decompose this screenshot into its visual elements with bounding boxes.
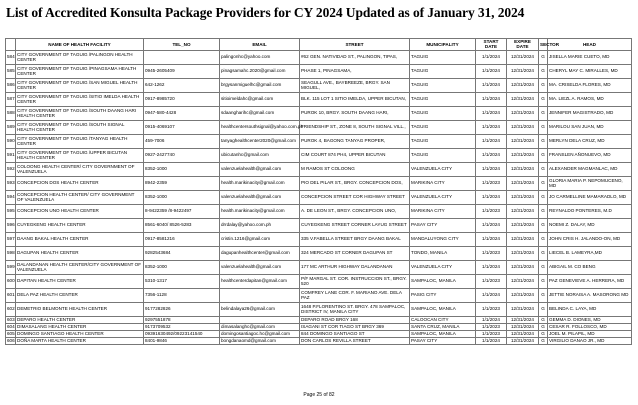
cell-tel-no: 09391630492/09223141540 [144,330,220,337]
cell-expire-date: 12/31/2024 [507,162,539,176]
cell-expire-date: 12/31/2024 [507,260,539,274]
cell-facility-name: CITY GOVERNMENT OF TAGUIG /TANYAG HEALTH CENTER [16,134,144,148]
cell-sector: G [539,337,548,344]
cell-email: drrdalay@yahoo.com.ph [220,218,300,232]
cell-facility-name: DAANG BAKAL HEALTH CENTER [16,232,144,246]
cell-expire-date: 12/31/2024 [507,288,539,302]
cell-facility-name: DEMETRIO BELMONTE HEALTH CENTER [16,302,144,316]
cell-head: JISELLA MARIE CUETO, MD [548,50,632,64]
cell-street: 1648 P.FLORENTINO ST. BRGY. 478 SAMPALOC, DISTRICT IV, MANILA CITY [300,302,410,316]
cell-municipality: VALENZUELA CITY [410,190,476,204]
cell-municipality: TAGUIG [410,92,476,106]
cell-email: palingonhc@yahoo.com [220,50,300,64]
header-start-date: START DATE [476,39,507,51]
cell-expire-date: 12/31/2024 [507,148,539,162]
cell-row-number: 588 [6,106,16,120]
cell-expire-date: 12/31/2024 [507,218,539,232]
cell-expire-date: 12/31/2024 [507,176,539,190]
cell-facility-name: CITY GOVERNMENT OF TAGUIG /UPPER BICUTAN HEALTH CENTER [16,148,144,162]
cell-email [220,288,300,302]
cell-email: dimasalanghc@gmail.com [220,323,300,330]
cell-street: COMFREY LANE COR. F. MARIANO AVE. DELA PAZ [300,288,410,302]
cell-tel-no: 642-1262 [144,78,220,92]
cell-head: MARILOU SAN JUAN, MD [548,120,632,134]
cell-sector: G [539,162,548,176]
cell-facility-name: CITY GOVERNMENT OF TAGUIG /PALINGON HEALTH CENTER [16,50,144,64]
cell-start-date: 1/1/2023 [476,204,507,218]
cell-sector: G [539,288,548,302]
cell-sector: G [539,246,548,260]
cell-email: cristin.1216@gmail.com [220,232,300,246]
cell-street: CIM COURT 874 PH4, UPPER BICUTAN [300,148,410,162]
cell-start-date: 1/1/2023 [476,323,507,330]
cell-start-date: 1/1/2024 [476,218,507,232]
cell-tel-no: 9282543684 [144,246,220,260]
table-row [6,106,632,120]
cell-email: ubicutanhc@gmail.com [220,148,300,162]
cell-municipality: PASAY CITY [410,218,476,232]
cell-street: CUYEGKENG STREET CORNER LAYUG STREET [300,218,410,232]
page-footer: Page 25 of 82 [303,392,335,398]
cell-expire-date: 12/31/2024 [507,106,539,120]
table-row [6,92,632,106]
cell-expire-date: 12/31/2024 [507,78,539,92]
cell-head: JENNIFER MAGISTRADO, MD [548,106,632,120]
cell-row-number: 596 [6,218,16,232]
cell-facility-name: DALANDANAN HEALTH CENTER/CITY GOVERNMENT OF VALENZUELA [16,260,144,274]
cell-head: CHERYL MAY C. MIRALLES, MD [548,64,632,78]
cell-expire-date: 12/31/2024 [507,232,539,246]
cell-email: sdaangharihc@gmail.com [220,106,300,120]
cell-sector: G [539,204,548,218]
cell-row-number: 585 [6,64,16,78]
cell-email: tanyaghealthcenter2020@gmail.com [220,134,300,148]
cell-email: valenzuelahealth@gmail.com [220,260,300,274]
cell-head: ALEXANDER MAGMANLAC, MD [548,162,632,176]
cell-head: PAZ GENEVIEVE A. HERRERA, MD [548,274,632,288]
cell-row-number: 601 [6,288,16,302]
cell-email: health.marikinacity@gmail.com [220,176,300,190]
cell-municipality: SAMPALOC, MANILA [410,330,476,337]
table-row [6,148,632,162]
cell-municipality: TAGUIG [410,106,476,120]
table-row [6,330,632,337]
cell-tel-no: 0947-580-4428 [144,106,220,120]
cell-facility-name: CITY GOVERNMENT OF TAGUIG /SOUTH DAANG HARI HEALTH CENTER [16,106,144,120]
cell-tel-no: 9173709532 [144,323,220,330]
cell-email: belindalaya26@gmail.com [220,302,300,316]
header-name: NAME OF HEALTH FACILITY [16,39,144,51]
cell-expire-date: 12/31/2024 [507,92,539,106]
cell-sector: G [539,218,548,232]
cell-row-number: 592 [6,162,16,176]
cell-facility-name: DAPITAN HEALTH CENTER [16,274,144,288]
cell-tel-no: 0927-2427740 [144,148,220,162]
cell-street: 324 MERCADO ST CORNER DAGUPAN ST [300,246,410,260]
table-row [6,64,632,78]
cell-facility-name: DEPARO HEALTH CENTER [16,316,144,323]
cell-sector: G [539,64,548,78]
cell-row-number: 586 [6,78,16,92]
cell-facility-name: DOÑA MARTA HEALTH CENTER [16,337,144,344]
cell-tel-no: 8942-2359 [144,176,220,190]
cell-street: DEPARO ROAD BRGY 168 [300,316,410,323]
cell-expire-date: 12/31/2024 [507,246,539,260]
cell-tel-no: 5310-1317 [144,274,220,288]
cell-sector: G [539,120,548,134]
cell-tel-no: 8561-6040/ 8526-5283 [144,218,220,232]
cell-head: JO CARMELLINE MAMARADLO, MD [548,190,632,204]
cell-sector: G [539,232,548,246]
cell-email: domingosantiagoc.hc@gmail.com [220,330,300,337]
table-row [6,78,632,92]
cell-row-number: 584 [6,50,16,64]
cell-head: VIRGILIO DANAO JR., MD [548,337,632,344]
cell-row-number: 602 [6,302,16,316]
cell-start-date: 1/1/2024 [476,190,507,204]
cell-tel-no: 0945-2605409 [144,64,220,78]
table-row [6,204,632,218]
table-row [6,337,632,344]
cell-municipality: CALOOCAN CITY [410,316,476,323]
cell-street: ISAGANI ST COR TIAGO ST BRGY 369 [300,323,410,330]
cell-street: BLK. 115 LOT 1 SITIO IMELDA, UPPER BICUTAN, [300,92,410,106]
table-row [6,218,632,232]
table-row [6,274,632,288]
cell-street: 177 MC ARTHUR HIGHWAY DALANDANAN [300,260,410,274]
cell-municipality: SAMPALOC, MANILA [410,274,476,288]
cell-facility-name: DAGUPAN HEALTH CENTER [16,246,144,260]
table-row [6,302,632,316]
cell-municipality: SANTA CRUZ, MANILA [410,323,476,330]
cell-sector: G [539,148,548,162]
header-email: EMAIL [220,39,300,51]
table-header-row [6,39,632,51]
header-expire-date: EXPIRE DATE [507,39,539,51]
table-row [6,316,632,323]
cell-row-number: 587 [6,92,16,106]
cell-email: dagupanhealthcenter@gmail.com [220,246,300,260]
table-row [6,246,632,260]
cell-street: P/F MARGAL ST. COR. INSTRUCCION ST., BRGY. 520 [300,274,410,288]
cell-street: A. DE LEON ST., BRGY. CONCEPCION UNO, [300,204,410,218]
cell-street: PUROK 10, BRGY. SOUTH DAANG HARI, [300,106,410,120]
cell-expire-date: 12/31/2024 [507,190,539,204]
cell-row-number: 599 [6,260,16,274]
cell-expire-date: 12/31/2024 [507,302,539,316]
cell-expire-date: 12/31/2024 [507,316,539,323]
cell-email: healthcentersouthsignal@yahoo.com.ph [220,120,300,134]
cell-head: CESAR R. FOLLOSCO, MD [548,323,632,330]
cell-expire-date: 12/31/2024 [507,337,539,344]
cell-start-date: 1/1/2024 [476,120,507,134]
cell-head: JOEL M. PILAPIL, MD [548,330,632,337]
cell-head: MERLYN DELA CRUZ, MD [548,134,632,148]
cell-row-number: 591 [6,148,16,162]
cell-head: MA. LIEZL A. RAMOS, MD [548,92,632,106]
cell-email: bongdanaomd@gmail.com [220,337,300,344]
cell-start-date: 1/1/2024 [476,148,507,162]
cell-sector: G [539,78,548,92]
cell-row-number: 590 [6,134,16,148]
cell-head: JOHN CRIS H. JALANDO-ON, MD [548,232,632,246]
cell-start-date: 1/1/2024 [476,232,507,246]
table-row [6,288,632,302]
header-street: STREET [300,39,410,51]
cell-municipality: TAGUIG [410,148,476,162]
cell-start-date: 1/1/2023 [476,176,507,190]
cell-street: PIO DEL PILAR ST., BRGY. CONCEPCION DOS, [300,176,410,190]
cell-row-number: 598 [6,246,16,260]
cell-row-number: 593 [6,176,16,190]
cell-row-number: 594 [6,190,16,204]
cell-street: #62 GEN. NATIVIDAD ST., PALINGON, TIPAS, [300,50,410,64]
cell-row-number: 600 [6,274,16,288]
cell-row-number: 605 [7,330,15,336]
cell-street: PHASE 1, PINAGSAMA, [300,64,410,78]
cell-facility-name: DELA PAZ HEALTH CENTER [16,288,144,302]
cell-tel-no: 8352-1000 [144,260,220,274]
cell-sector: G [539,323,548,330]
header-tel: TEL_NO [144,39,220,51]
table-row [6,323,632,330]
table-row [6,260,632,274]
cell-facility-name: DIMASALANG HEALTH CENTER [16,323,144,330]
cell-street: 335 V.FABELLA STREET BRGY DAANG BAKAL [300,232,410,246]
cell-municipality: MARIKINA CITY [410,176,476,190]
cell-expire-date: 12/31/2024 [507,274,539,288]
cell-street: SEAGULL AVE., BAYBREEZE, BRGY. SAN MIGUEL, [300,78,410,92]
cell-municipality: TAGUIG [410,134,476,148]
cell-tel-no: 0917-8985720 [144,92,220,106]
cell-email [220,316,300,323]
cell-municipality: MANDALUYONG CITY [410,232,476,246]
cell-email: pinagsamahc.2020@gmail.com [220,64,300,78]
cell-facility-name: COLOONG HEALTH CENTER/ CITY GOVERNMENT OF VALENZUELA [16,162,144,176]
cell-expire-date: 12/31/2024 [507,134,539,148]
cell-sector: G [539,274,548,288]
cell-row-number: 589 [6,120,16,134]
table-row [6,162,632,176]
cell-street: FRIENDSHIP ST., ZONE 8, SOUTH SIGNAL VILL., [300,120,410,134]
cell-facility-name: CONCEPCION DOS HEALTH CENTER [16,176,144,190]
cell-start-date: 1/1/2024 [476,260,507,274]
table-row [6,190,632,204]
cell-head: FRANSLEN AÑONUEVO, MD [548,148,632,162]
cell-start-date: 1/1/2023 [476,302,507,316]
cell-tel-no: 7356-1128 [144,288,220,302]
cell-start-date: 1/1/2024 [476,64,507,78]
cell-head: GEMMA D. DIONES, MD [548,316,632,323]
providers-table [5,38,632,345]
cell-sector: G [539,92,548,106]
cell-facility-name: CITY GOVERNMENT OF TAGUIG /SOUTH SIGNAL HEALTH CENTER [16,120,144,134]
header-number [6,39,16,51]
cell-tel-no: 8-9422359 /8-9422497 [144,204,220,218]
cell-start-date: 1/1/2024 [476,134,507,148]
cell-email: health.marikinacity@gmail.com [220,204,300,218]
cell-tel-no: 8352-1000 [144,162,220,176]
cell-tel-no: 0917-8581216 [144,232,220,246]
cell-sector: G [539,330,548,337]
cell-municipality: TONDO, MANILA [410,246,476,260]
cell-sector: G [539,190,548,204]
cell-head: BELINDA C. LAYA, MD [548,302,632,316]
cell-head: JETTIE NORAISA A. MASORONG MD [548,288,632,302]
cell-start-date: 1/1/2024 [476,288,507,302]
cell-expire-date: 12/31/2024 [507,64,539,78]
cell-street: M RAMOS ST COLOONG [300,162,410,176]
cell-sector: G [539,50,548,64]
cell-municipality: SAMPALOC, MANILA [410,302,476,316]
cell-head: NOEMI Z. DALAY, MD [548,218,632,232]
header-sector: SECTOR [539,39,548,51]
cell-start-date: 1/1/2024 [476,106,507,120]
cell-municipality: MARIKINA CITY [410,204,476,218]
cell-expire-date: 12/31/2024 [507,330,539,337]
cell-row-number: 597 [6,232,16,246]
cell-row-number: 603 [7,316,15,322]
cell-sector: G [539,106,548,120]
cell-expire-date: 12/31/2024 [507,120,539,134]
table-row [6,134,632,148]
cell-sector: G [539,134,548,148]
cell-row-number: 595 [6,204,16,218]
table-row [6,50,632,64]
cell-email: healthcenterdapitan@gmail.com [220,274,300,288]
cell-municipality: VALENZUELA CITY [410,162,476,176]
table-row [6,176,632,190]
cell-sector: G [539,176,548,190]
page-title: List of Accredited Konsulta Package Providers for CY 2024 Updated as of January 31, 2024 [6,5,525,20]
cell-start-date: 1/1/2023 [476,246,507,260]
cell-start-date: 1/1/2023 [476,274,507,288]
cell-municipality: PASAY CITY [410,337,476,344]
cell-head: MA. CRISELDA FLORES, MD [548,78,632,92]
cell-tel-no [144,50,220,64]
cell-street: PUROK 4, BAGONG TANYAG PROPER, [300,134,410,148]
cell-municipality: TAGUIG [410,120,476,134]
cell-tel-no: 9177282826 [144,302,220,316]
cell-email: sitioimeldahc@gmail.com [220,92,300,106]
header-head: HEAD [548,39,632,51]
cell-email: valenzuelahealth@gmail.com [220,162,300,176]
cell-municipality: TAGUIG [410,64,476,78]
cell-email: valenzuelahealth@gmail.com [220,190,300,204]
cell-start-date: 1/1/2024 [476,78,507,92]
cell-start-date: 1/1/2024 [476,92,507,106]
cell-facility-name: DOMINGO SANTIAGO HEALTH CENTER [16,330,144,337]
cell-municipality: PASIG CITY [410,288,476,302]
cell-expire-date: 12/31/2024 [507,323,539,330]
cell-row-number: 606 [7,337,15,343]
cell-facility-name: CITY GOVERNMENT OF TAGUIG /SITIO IMELDA HEALTH CENTER [16,92,144,106]
cell-street: CONCEPCION STREET COR HIGHWAY STREET [300,190,410,204]
cell-tel-no: 8352-1000 [144,190,220,204]
cell-expire-date: 12/31/2024 [507,50,539,64]
cell-start-date: 1/1/2024 [476,50,507,64]
cell-street: DON CARLOS REVILLA STREET [300,337,410,344]
cell-start-date: 1/1/2023 [476,330,507,337]
cell-head: LIECEL B. LAMEYRA,MD [548,246,632,260]
cell-facility-name: CITY GOVERNMENT OF TAGUIG /SAN MIGUEL HEALTH CENTER [16,78,144,92]
cell-head: REYNALDO PONTERES, M.D [548,204,632,218]
cell-tel-no: 0915-4069107 [144,120,220,134]
cell-tel-no: 8401-9846 [144,337,220,344]
cell-facility-name: CUYEGKENG HEALTH CENTER [16,218,144,232]
cell-start-date: 1/1/2024 [476,162,507,176]
table-row [6,120,632,134]
cell-tel-no: 9297551878 [144,316,220,323]
cell-municipality: TAGUIG [410,50,476,64]
cell-sector: G [539,316,548,323]
cell-sector: G [539,302,548,316]
cell-email: brgysanmiguelhc@gmail.com [220,78,300,92]
cell-start-date: 1/1/2024 [476,337,507,344]
cell-head: ABIGAIL M. CO BENG [548,260,632,274]
cell-head: GLORIA MARIA P. NEPOMUCENO, MD [548,176,632,190]
cell-facility-name: CITY GOVERNMENT OF TAGUIG /PINAGSAMA HEALTH CENTER [16,64,144,78]
table-row [6,232,632,246]
cell-street: 844 DOMINGO SANTIAGO ST [300,330,410,337]
cell-municipality: VALENZUELA CITY [410,260,476,274]
cell-tel-no: 459-7006 [144,134,220,148]
cell-facility-name: CONCEPCION HEALTH CENTER/ CITY GOVERNMENT OF VALENZUELA [16,190,144,204]
cell-sector: G [539,260,548,274]
cell-row-number: 604 [7,323,15,329]
cell-facility-name: CONCEPCION UNO HEALTH CENTER [16,204,144,218]
cell-expire-date: 12/31/2024 [507,204,539,218]
cell-start-date: 1/1/2024 [476,316,507,323]
cell-municipality: TAGUIG [410,78,476,92]
header-municipality: MUNICIPALITY [410,39,476,51]
